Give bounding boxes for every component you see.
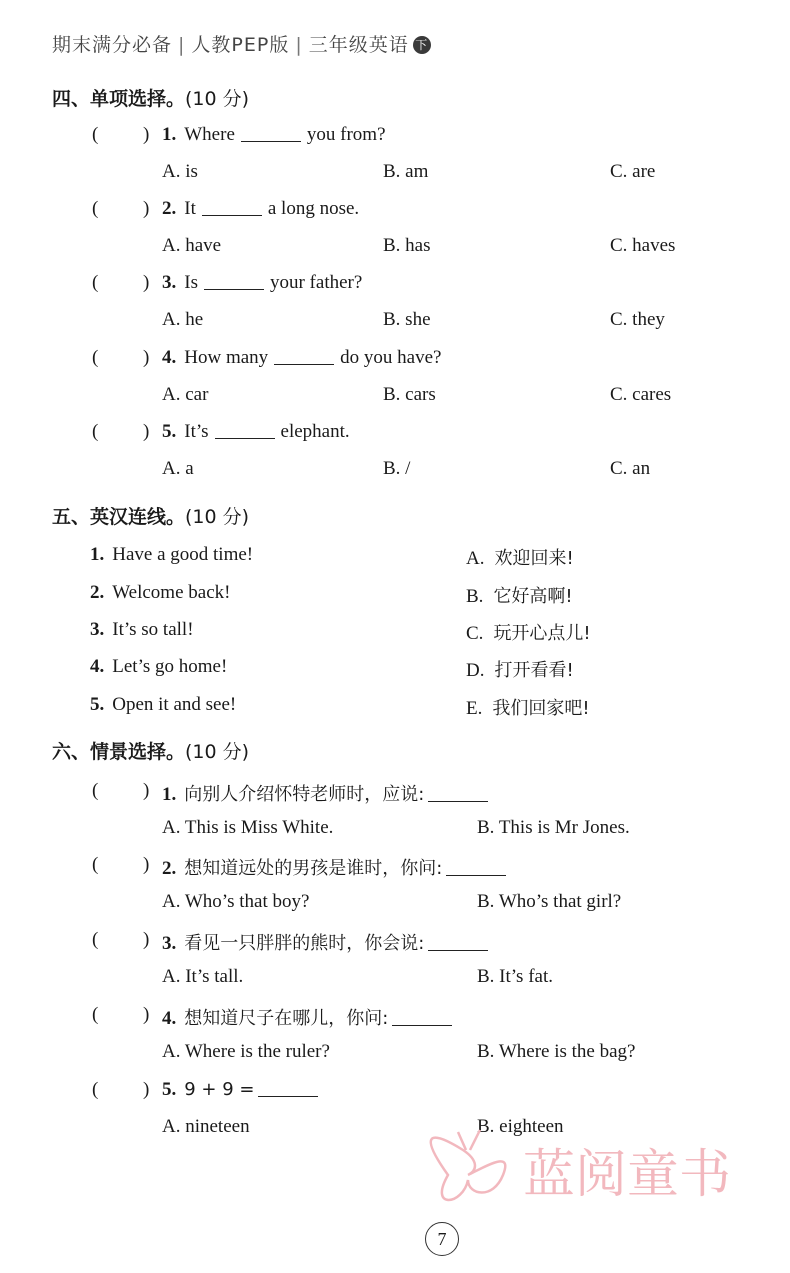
match-number: 5. (90, 694, 105, 715)
answer-blank[interactable] (446, 859, 506, 876)
match-left-item[interactable] (90, 694, 236, 716)
answer-paren-close: ) (143, 198, 150, 219)
answer-blank[interactable] (428, 934, 488, 951)
question-number: 4. (162, 1008, 177, 1029)
question-text: 想知道远处的男孩是谁时，你问: (184, 858, 443, 879)
question-text: elephant. (280, 421, 350, 442)
answer-paren-close: ) (143, 854, 150, 875)
watermark-text: 蓝阅童书 (523, 1145, 732, 1205)
match-english: Have a good time! (112, 544, 254, 565)
match-english: Welcome back! (112, 582, 231, 603)
answer-blank[interactable] (274, 348, 334, 365)
header-divider: | (295, 34, 303, 56)
option-choice[interactable]: B. am (383, 161, 429, 182)
question-stem (162, 929, 488, 955)
option-choice[interactable]: C. they (610, 309, 665, 330)
option-choice[interactable]: C. haves (610, 235, 676, 256)
option-choice[interactable]: C. are (610, 161, 656, 182)
match-right-item[interactable] (466, 694, 590, 720)
option-choice[interactable]: B. This is Mr Jones. (477, 817, 630, 838)
option-choice[interactable]: B. It’s fat. (477, 966, 553, 987)
running-header (52, 30, 431, 57)
question-number: 3. (162, 933, 177, 954)
match-right-item[interactable] (466, 582, 573, 608)
match-letter: E. (466, 698, 483, 719)
section-5-heading (52, 502, 249, 529)
option-choice[interactable]: A. a (162, 458, 194, 479)
question-number: 2. (162, 198, 177, 219)
section-5-points: (10 分) (185, 506, 250, 528)
match-left-item[interactable] (90, 619, 194, 641)
section-6-points: (10 分) (185, 741, 250, 763)
watermark-butterfly-icon (418, 1120, 758, 1220)
question-text: your father? (269, 272, 363, 293)
section-6-title: 六、情景选择。 (52, 741, 186, 763)
answer-paren-close: ) (143, 1079, 150, 1100)
question-text: 9 + 9 = (184, 1079, 255, 1100)
match-chinese: 欢迎回来! (494, 548, 574, 569)
question-stem (162, 272, 362, 294)
answer-blank[interactable] (204, 273, 264, 290)
answer-paren-open: ( (92, 1004, 99, 1025)
section-4-points: (10 分) (185, 88, 250, 110)
book-title: 期末满分必备 (52, 34, 173, 56)
question-text: 想知道尺子在哪儿，你问: (184, 1008, 389, 1029)
answer-paren-open: ( (92, 854, 99, 875)
match-chinese: 我们回家吧! (492, 698, 590, 719)
option-choice[interactable]: B. cars (383, 384, 436, 405)
answer-paren-open: ( (92, 124, 99, 145)
match-left-item[interactable] (90, 582, 230, 604)
answer-blank[interactable] (202, 199, 262, 216)
answer-paren-close: ) (143, 272, 150, 293)
option-choice[interactable]: C. cares (610, 384, 672, 405)
answer-paren-open: ( (92, 1079, 99, 1100)
option-choice[interactable]: B. has (383, 235, 431, 256)
option-choice[interactable]: A. Who’s that boy? (162, 891, 310, 912)
match-english: It’s so tall! (112, 619, 194, 640)
match-number: 1. (90, 544, 105, 565)
question-text: a long nose. (267, 198, 360, 219)
question-stem (162, 198, 359, 220)
match-chinese: 打开看看! (494, 660, 574, 681)
watermark (418, 1120, 758, 1220)
option-choice[interactable]: C. an (610, 458, 651, 479)
match-english: Let’s go home! (112, 656, 228, 677)
match-letter: C. (466, 623, 484, 644)
question-number: 5. (162, 421, 177, 442)
header-divider: | (178, 34, 186, 56)
answer-blank[interactable] (241, 125, 301, 142)
volume-badge: 下 (413, 36, 431, 54)
question-text: Is (184, 272, 198, 293)
question-stem (162, 780, 488, 806)
question-number: 4. (162, 347, 177, 368)
question-stem (162, 854, 506, 880)
answer-blank[interactable] (428, 785, 488, 802)
option-choice[interactable]: A. have (162, 235, 222, 256)
question-text: 看见一只胖胖的熊时，你会说: (184, 933, 425, 954)
book-grade: 三年级英语 (308, 34, 409, 56)
question-text: you from? (306, 124, 386, 145)
match-right-item[interactable] (466, 656, 574, 682)
answer-paren-close: ) (143, 1004, 150, 1025)
question-stem (162, 124, 386, 146)
match-left-item[interactable] (90, 544, 253, 566)
answer-blank[interactable] (215, 422, 275, 439)
question-stem (162, 347, 441, 369)
option-choice[interactable]: B. she (383, 309, 431, 330)
answer-paren-close: ) (143, 929, 150, 950)
match-chinese: 玩开心点儿! (493, 623, 591, 644)
match-letter: B. (466, 586, 484, 607)
question-text: It’s (184, 421, 209, 442)
section-4-heading (52, 84, 249, 111)
option-choice[interactable]: B. Who’s that girl? (477, 891, 622, 912)
match-number: 4. (90, 656, 105, 677)
section-5-title: 五、英汉连线。 (52, 506, 186, 528)
answer-paren-close: ) (143, 347, 150, 368)
answer-paren-close: ) (143, 421, 150, 442)
answer-blank[interactable] (258, 1080, 318, 1097)
question-text: do you have? (340, 347, 442, 368)
option-choice[interactable]: A. Where is the ruler? (162, 1041, 330, 1062)
answer-paren-open: ( (92, 198, 99, 219)
option-choice[interactable]: B. / (383, 458, 411, 479)
question-stem (162, 1004, 452, 1030)
answer-paren-close: ) (143, 124, 150, 145)
answer-paren-open: ( (92, 780, 99, 801)
section-4-title: 四、单项选择。 (52, 88, 186, 110)
answer-paren-close: ) (143, 780, 150, 801)
option-choice[interactable]: B. Where is the bag? (477, 1041, 636, 1062)
section-6-heading (52, 737, 249, 764)
match-right-item[interactable] (466, 619, 591, 645)
question-number: 3. (162, 272, 177, 293)
match-letter: D. (466, 660, 485, 681)
answer-paren-open: ( (92, 929, 99, 950)
option-choice[interactable]: A. he (162, 309, 204, 330)
question-number: 1. (162, 124, 177, 145)
answer-paren-open: ( (92, 347, 99, 368)
match-number: 2. (90, 582, 105, 603)
match-letter: A. (466, 548, 485, 569)
answer-paren-open: ( (92, 272, 99, 293)
question-number: 5. (162, 1079, 177, 1100)
match-english: Open it and see! (112, 694, 237, 715)
answer-blank[interactable] (392, 1009, 452, 1026)
question-text: Where (184, 124, 235, 145)
match-chinese: 它好高啊! (493, 586, 573, 607)
question-text: How many (184, 347, 269, 368)
question-text: It (184, 198, 196, 219)
match-left-item[interactable] (90, 656, 227, 678)
page-number: 7 (425, 1222, 459, 1256)
question-stem (162, 421, 350, 443)
book-edition: 人教PEP版 (191, 34, 290, 56)
option-choice[interactable]: A. This is Miss White. (162, 817, 334, 838)
question-text: 向别人介绍怀特老师时，应说: (184, 784, 425, 805)
question-number: 1. (162, 784, 177, 805)
answer-paren-open: ( (92, 421, 99, 442)
question-stem (162, 1079, 318, 1101)
question-number: 2. (162, 858, 177, 879)
option-choice[interactable]: B. eighteen (477, 1116, 564, 1137)
option-choice[interactable]: A. car (162, 384, 209, 405)
option-choice[interactable]: A. nineteen (162, 1116, 250, 1137)
match-right-item[interactable] (466, 544, 574, 570)
option-choice[interactable]: A. is (162, 161, 198, 182)
option-choice[interactable]: A. It’s tall. (162, 966, 244, 987)
match-number: 3. (90, 619, 105, 640)
